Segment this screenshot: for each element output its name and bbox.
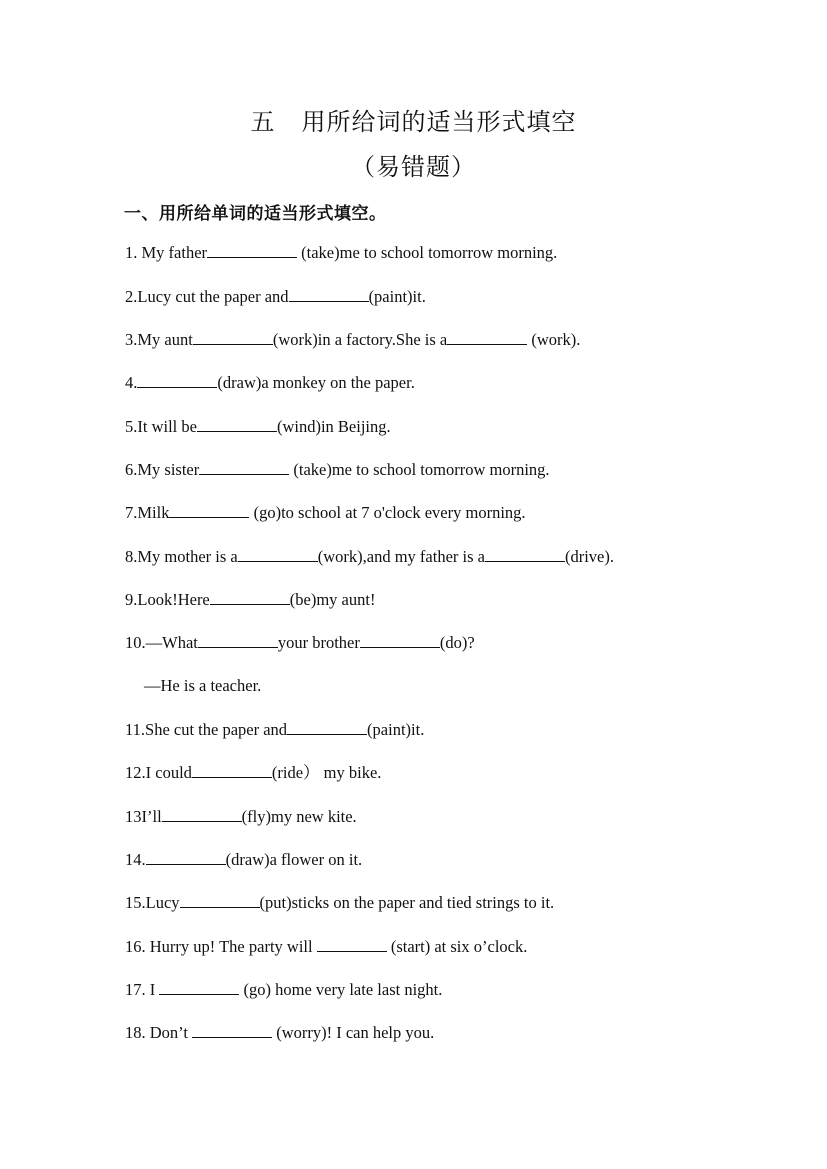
answer-blank[interactable] [485, 546, 565, 562]
question-text: (worry)! I can help you. [272, 1023, 435, 1042]
answer-blank[interactable] [162, 806, 242, 822]
question-text: 14. [125, 850, 146, 869]
question-6 [125, 459, 550, 480]
question-text: 16. Hurry up! The party will [125, 937, 317, 956]
question-text: 9.Look!Here [125, 590, 210, 609]
answer-blank[interactable] [169, 502, 249, 518]
question-text: 12.I could [125, 763, 192, 782]
question-text: (drive). [564, 547, 615, 566]
question-11 [125, 719, 424, 740]
question-text: 4. [125, 373, 138, 392]
title-number: 五 [250, 108, 276, 136]
question-text: (paint)it. [368, 287, 426, 306]
question-text: (do)? [439, 633, 475, 652]
question-1 [125, 242, 557, 263]
question-text: 6.My sister [125, 460, 200, 479]
answer-blank[interactable] [197, 416, 277, 432]
question-text: 18. Don’t [125, 1023, 193, 1042]
answer-blank[interactable] [192, 1022, 272, 1038]
question-text: 15.Lucy [125, 893, 180, 912]
question-text: 13I’ll [125, 807, 162, 826]
answer-blank[interactable] [360, 632, 440, 648]
question-2 [125, 286, 426, 307]
question-text: (take)me to school tomorrow morning. [297, 243, 558, 262]
question-17 [125, 979, 442, 1000]
question-18 [125, 1022, 434, 1043]
answer-blank[interactable] [192, 762, 272, 778]
question-text: 5.It will be [125, 417, 197, 436]
question-10-answer [144, 676, 261, 696]
answer-blank[interactable] [159, 979, 239, 995]
question-text: (take)me to school tomorrow morning. [289, 460, 550, 479]
question-text: (draw)a monkey on the paper. [217, 373, 415, 392]
question-text: your brother [277, 633, 360, 652]
question-4 [125, 372, 415, 393]
answer-text: —He is a teacher. [144, 676, 262, 695]
question-text: 17. I [125, 980, 160, 999]
question-text: (draw)a flower on it. [225, 850, 363, 869]
question-text: 8.My mother is a [125, 547, 238, 566]
question-13 [125, 806, 357, 827]
question-text: (be)my aunt! [289, 590, 376, 609]
question-text: 2.Lucy cut the paper and [125, 287, 289, 306]
answer-blank[interactable] [207, 242, 297, 258]
question-text: (start) at six o’clock. [386, 937, 528, 956]
answer-blank[interactable] [180, 892, 260, 908]
answer-blank[interactable] [317, 936, 387, 952]
worksheet-title [0, 102, 827, 137]
answer-blank[interactable] [199, 459, 289, 475]
question-14 [125, 849, 362, 870]
question-text: 11.She cut the paper and [125, 720, 288, 739]
question-text: 10.—What [125, 633, 198, 652]
answer-blank[interactable] [146, 849, 226, 865]
question-text: (go)to school at 7 o'clock every morning. [249, 503, 526, 522]
question-text: (work)in a factory.She is a [272, 330, 448, 349]
section-heading: 一、用所给单词的适当形式填空。 [124, 204, 387, 224]
answer-blank[interactable] [289, 286, 369, 302]
answer-blank[interactable] [210, 589, 290, 605]
question-text: (work). [527, 330, 581, 349]
question-10 [125, 632, 475, 653]
question-16 [125, 936, 527, 957]
question-text: (ride） my bike. [271, 763, 382, 782]
answer-blank[interactable] [238, 546, 318, 562]
question-12 [125, 762, 381, 783]
question-3 [125, 329, 580, 350]
question-text: (work),and my father is a [317, 547, 485, 566]
worksheet-subtitle: （易错题） [351, 153, 476, 181]
answer-blank[interactable] [137, 372, 217, 388]
question-7 [125, 502, 526, 523]
question-text: 1. My father [125, 243, 208, 262]
answer-blank[interactable] [287, 719, 367, 735]
question-text: (paint)it. [367, 720, 425, 739]
answer-blank[interactable] [193, 329, 273, 345]
title-text: 用所给词的适当形式填空 [301, 108, 577, 136]
answer-blank[interactable] [198, 632, 278, 648]
question-text: 7.Milk [125, 503, 170, 522]
question-9 [125, 589, 375, 610]
question-8 [125, 546, 614, 567]
question-text: (put)sticks on the paper and tied strings to it. [259, 893, 555, 912]
question-text: (wind)in Beijing. [276, 417, 391, 436]
question-text: (fly)my new kite. [241, 807, 357, 826]
question-15 [125, 892, 554, 913]
question-text: 3.My aunt [125, 330, 193, 349]
question-text: (go) home very late last night. [239, 980, 443, 999]
question-5 [125, 416, 391, 437]
answer-blank[interactable] [447, 329, 527, 345]
